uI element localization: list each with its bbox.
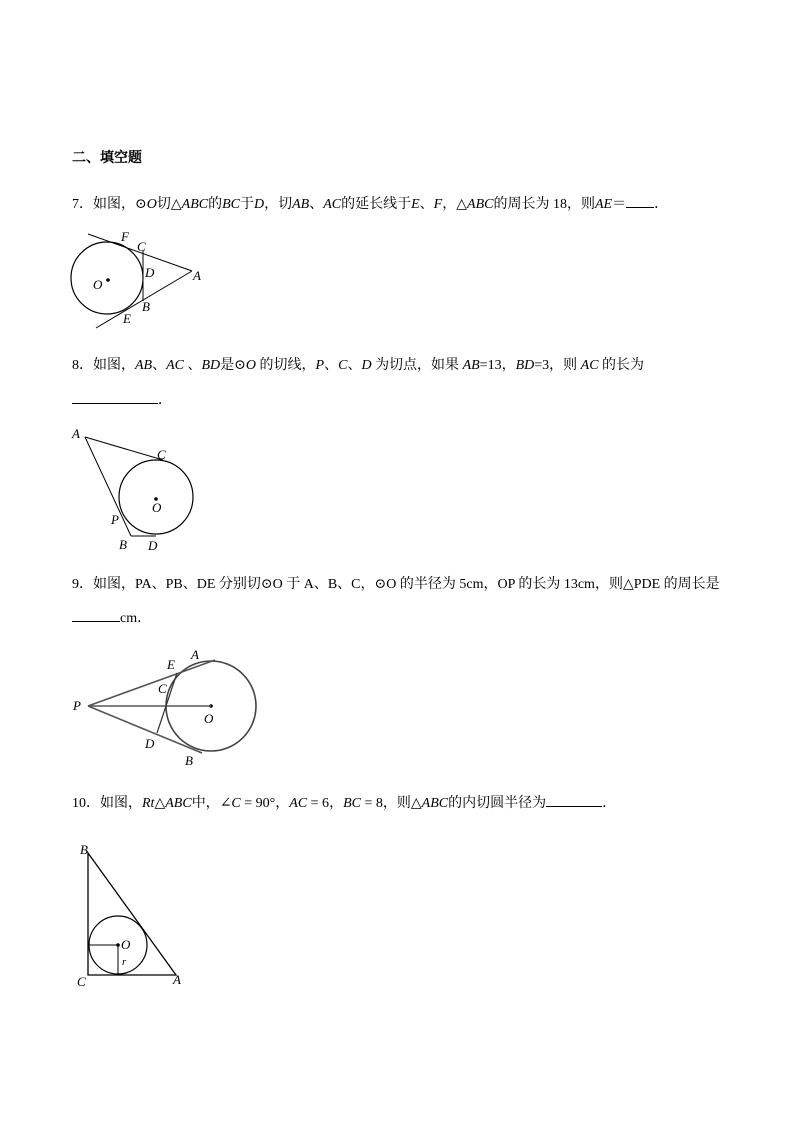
q10-text: = 6 xyxy=(307,796,330,811)
q10-text: = 8 xyxy=(360,796,383,811)
tangent-line-pa xyxy=(88,660,215,706)
q8-text: 为切点，如果 xyxy=(371,358,463,373)
q10-text: 的内切圆半径为 xyxy=(448,796,547,811)
q7-text: ，切 xyxy=(264,197,293,212)
circle-o xyxy=(119,460,193,534)
q7-text: 于 xyxy=(239,197,254,212)
label-c: C xyxy=(137,239,146,254)
answer-blank[interactable] xyxy=(72,607,120,622)
q8-var: P xyxy=(315,358,325,373)
label-o: O xyxy=(121,937,131,952)
q10-text: ，则△ xyxy=(382,796,422,811)
q10-text: ． xyxy=(602,796,617,811)
q7-var: O xyxy=(146,197,157,212)
label-d: D xyxy=(145,736,155,751)
q7-text: 的周长为 18，则 xyxy=(493,197,595,212)
q7-var: D xyxy=(253,197,265,212)
label-d: D xyxy=(148,538,158,553)
q10-text: △ xyxy=(154,796,166,811)
label-a: A xyxy=(173,972,181,987)
figure-7 xyxy=(60,225,210,335)
q8-var: AC xyxy=(580,358,599,373)
question-7-text xyxy=(72,193,668,214)
q7-var: BC xyxy=(222,197,240,212)
q9-number: 9． xyxy=(72,577,93,592)
label-b: B xyxy=(80,842,88,857)
label-o: O xyxy=(93,277,103,292)
q7-text: 切△ xyxy=(156,197,182,212)
figure-8 xyxy=(65,422,205,557)
q8-text: 的长为 xyxy=(598,358,645,373)
q7-var: AC xyxy=(323,197,342,212)
q7-text: ． xyxy=(654,197,669,212)
q7-var: ABC xyxy=(181,197,209,212)
question-9-answer-line xyxy=(72,607,151,628)
tangent-line-ac xyxy=(85,437,163,460)
label-a: A xyxy=(72,426,80,441)
q8-text: ． xyxy=(158,393,172,408)
q8-number: 8． xyxy=(72,358,93,373)
figure-9 xyxy=(65,645,275,775)
q10-var: BC xyxy=(343,796,361,811)
label-a: A xyxy=(191,647,199,662)
section-title: 二、填空题 xyxy=(72,150,142,166)
label-p: P xyxy=(111,512,119,527)
label-e: E xyxy=(123,311,131,326)
q9-text: 如图，PA、PB、DE 分别切⊙O 于 A、B、C，⊙O 的半径为 5cm，OP 的长为 13cm，则△PDE 的周长是 xyxy=(93,577,720,592)
answer-blank[interactable] xyxy=(626,193,654,208)
q8-text: =13， xyxy=(479,358,516,373)
triangle-abc xyxy=(88,853,176,975)
label-r: r xyxy=(122,956,127,968)
q7-var: AE xyxy=(594,197,613,212)
circle-symbol: ⊙ xyxy=(135,197,147,212)
q8-var: AB xyxy=(135,358,153,373)
label-e: E xyxy=(167,657,175,672)
label-b: B xyxy=(119,537,127,552)
tangent-line-ab xyxy=(85,437,131,536)
question-8-text xyxy=(72,357,644,375)
question-10-text xyxy=(72,792,616,813)
q8-text: 是 xyxy=(220,358,235,373)
q10-text: ∠ xyxy=(219,796,232,811)
q8-text: =3，则 xyxy=(534,358,581,373)
q7-text: 、 xyxy=(419,197,434,212)
q10-text: 如图， xyxy=(100,796,142,811)
q8-var: C xyxy=(338,358,348,373)
q8-var: AC xyxy=(166,358,184,373)
q8-text: 、 xyxy=(184,358,202,373)
q10-var: C xyxy=(231,796,241,811)
label-a: A xyxy=(193,268,201,283)
q7-text: ，△ xyxy=(442,197,468,212)
answer-blank[interactable] xyxy=(546,792,602,807)
center-point xyxy=(106,278,110,282)
question-9-text xyxy=(72,576,720,594)
q8-var: D xyxy=(361,358,372,373)
q7-text: 的延长线于 xyxy=(341,197,412,212)
question-8-answer-line xyxy=(72,389,172,410)
q7-text: 如图， xyxy=(93,197,135,212)
label-c: C xyxy=(157,447,166,462)
answer-blank[interactable] xyxy=(72,389,158,404)
q9-text: cm． xyxy=(120,611,152,626)
q8-var: AB xyxy=(462,358,480,373)
label-d: D xyxy=(145,265,155,280)
q7-var: E xyxy=(411,197,420,212)
q7-text: 、 xyxy=(309,197,324,212)
q8-text: 、 xyxy=(152,358,167,373)
q7-var: F xyxy=(433,197,443,212)
q10-var: Rt xyxy=(142,796,155,811)
q8-var: BD xyxy=(201,358,221,373)
q10-text: ， xyxy=(275,796,290,811)
label-b: B xyxy=(185,753,193,768)
q8-text: 如图， xyxy=(93,358,135,373)
q7-var: AB xyxy=(292,197,310,212)
q10-number: 10． xyxy=(72,796,100,811)
q7-var: ABC xyxy=(467,197,494,212)
label-c: C xyxy=(158,681,167,696)
label-c: C xyxy=(77,974,86,989)
label-p: P xyxy=(73,698,81,713)
q7-text: 的 xyxy=(208,197,223,212)
label-f: F xyxy=(121,229,129,244)
q10-var: ABC xyxy=(165,796,192,811)
q10-text: 中， xyxy=(191,796,220,811)
circle-o xyxy=(71,242,143,314)
q10-var: ABC xyxy=(421,796,449,811)
q8-text: 、 xyxy=(347,358,362,373)
q8-var: BD xyxy=(515,358,535,373)
q8-text: 、 xyxy=(324,358,339,373)
q8-var: O xyxy=(245,358,257,373)
q10-text: ， xyxy=(329,796,344,811)
figure-10 xyxy=(70,838,195,993)
q8-text: 的切线， xyxy=(256,358,316,373)
label-b: B xyxy=(142,299,150,314)
circle-symbol: ⊙ xyxy=(234,358,246,373)
q10-text: = 90° xyxy=(240,796,276,811)
q7-number: 7． xyxy=(72,197,93,212)
label-o: O xyxy=(204,711,214,726)
q7-text: ＝ xyxy=(612,197,627,212)
label-o: O xyxy=(152,500,162,515)
q10-var: AC xyxy=(289,796,308,811)
